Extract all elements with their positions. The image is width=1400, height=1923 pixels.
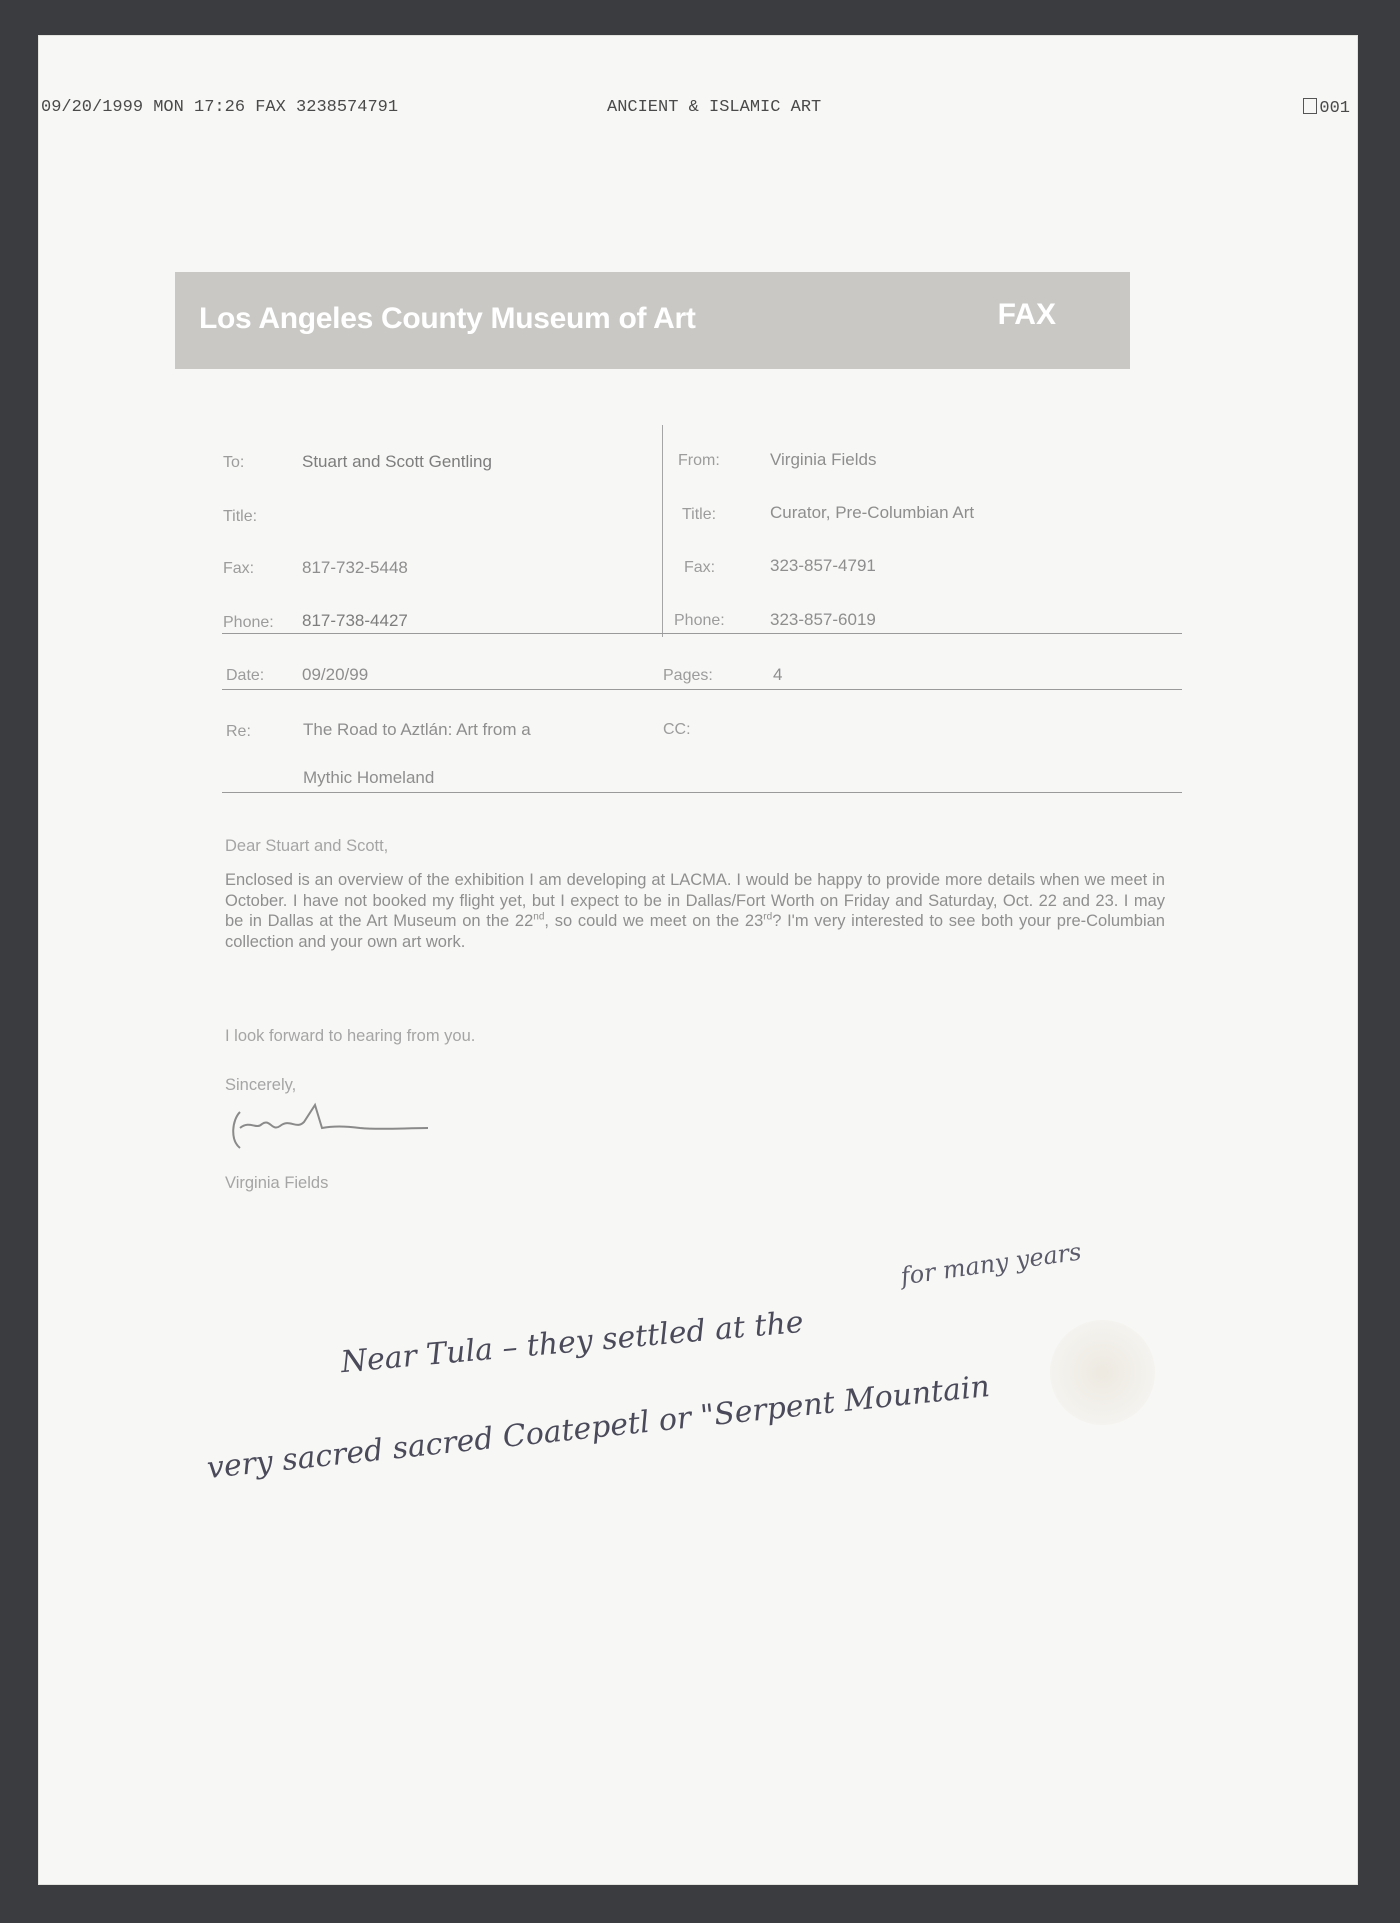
date-label: Date: <box>226 667 265 684</box>
phone-value-right: 323-857-6019 <box>770 610 876 629</box>
fax-label-left: Fax: <box>223 560 255 577</box>
phone-value-left: 817-738-4427 <box>302 611 408 630</box>
page-icon <box>1303 98 1317 114</box>
column-divider <box>662 425 663 637</box>
handwritten-insert: for many years <box>898 1237 1084 1291</box>
title-value-right: Curator, Pre-Columbian Art <box>770 503 975 522</box>
fax-department: ANCIENT & ISLAMIC ART <box>607 98 822 117</box>
re-label: Re: <box>226 723 251 740</box>
signatory-name: Virginia Fields <box>225 1174 329 1192</box>
pages-label: Pages: <box>663 667 713 684</box>
letter-body-paragraph <box>225 870 1165 953</box>
from-label: From: <box>678 452 720 469</box>
to-label: To: <box>223 454 245 471</box>
ordinal-suffix: nd <box>533 911 545 923</box>
museum-name: Los Angeles County Museum of Art <box>199 302 696 335</box>
letterhead-banner <box>175 272 1130 369</box>
fax-value-left: 817-732-5448 <box>302 558 408 577</box>
divider-line <box>222 689 1182 690</box>
page-number-text: 001 <box>1319 99 1350 118</box>
re-value-line-1: The Road to Aztlán: Art from a <box>303 720 531 739</box>
ordinal-suffix: rd <box>763 911 773 923</box>
handwritten-line-1: Near Tula – they settled at the <box>339 1304 805 1381</box>
phone-label-right: Phone: <box>674 612 725 629</box>
from-value: Virginia Fields <box>770 450 877 469</box>
cc-label: CC: <box>663 721 691 738</box>
letter-body-part-1: Enclosed is an overview of the exhibition I am developing at LACMA. I would be happy to provide more details when we meet in October. I have not booked my flight yet, but I expect to be in Dallas/Fort Worth on Friday and Saturday, Oct. 22 and 23. I may be in Dallas at the Art Museum on the 22 <box>225 871 1165 931</box>
closing-paragraph: I look forward to hearing from you. <box>225 1027 476 1045</box>
handwritten-line-2: very sacred sacred Coatepetl or "Serpent Mountain <box>205 1368 992 1487</box>
phone-label-left: Phone: <box>223 614 274 631</box>
letter-body-part-3: ? I'm very interested to see both your pre-Columbian collection and your own art work. <box>225 912 1165 951</box>
fax-timestamp: 09/20/1999 MON 17:26 FAX 3238574791 <box>41 98 399 117</box>
fax-value-right: 323-857-4791 <box>770 556 876 575</box>
fax-page-number <box>1303 98 1350 118</box>
divider-line <box>222 792 1182 793</box>
fax-label-right: Fax: <box>684 559 716 576</box>
title-label-left: Title: <box>223 508 258 525</box>
fax-transmission-header <box>0 98 1400 128</box>
to-value: Stuart and Scott Gentling <box>302 452 492 471</box>
re-value-line-2: Mythic Homeland <box>303 768 435 787</box>
pages-value: 4 <box>773 665 783 684</box>
title-label-right: Title: <box>682 506 717 523</box>
sign-off: Sincerely, <box>225 1076 297 1094</box>
date-value: 09/20/99 <box>302 665 369 684</box>
divider-line <box>222 633 1182 634</box>
fax-label: FAX <box>997 298 1056 331</box>
letter-body-part-2: , so could we meet on the 23 <box>544 912 764 931</box>
paper-stain <box>1050 1320 1155 1425</box>
salutation: Dear Stuart and Scott, <box>225 837 389 855</box>
